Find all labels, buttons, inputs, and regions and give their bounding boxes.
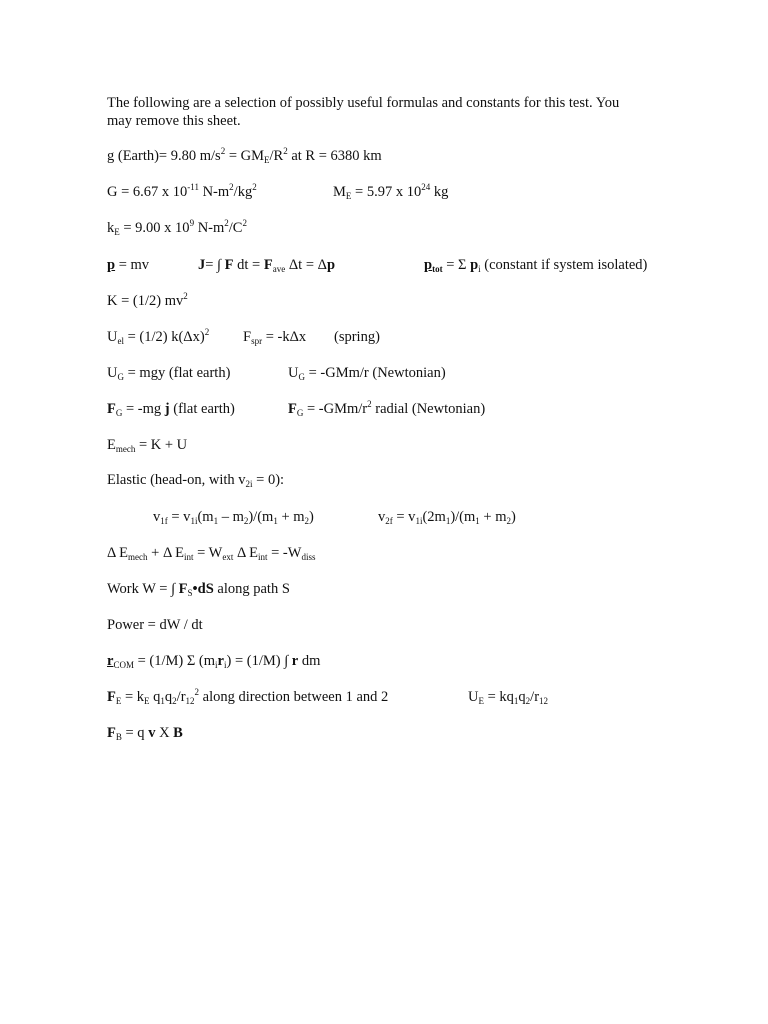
formula-grav-potential-newtonian: $U_G = -GMm/r$ (Newtonian)	[288, 365, 446, 382]
formula-electric-potential: $U_E = kq_1q_2/r_{12}$	[468, 689, 549, 706]
formula-energy-conservation: Δ $E_{mech} + \Delta$ $E_{int} = W_{ext}$ Δ $E_{int} = -W_{diss}$	[107, 545, 316, 562]
formula-gravitational-constant: G = 6.67 x $10^{-11}$ $N-m^2/kg^2$	[107, 182, 257, 200]
formula-impulse: J= ∫ F dt = $F_{ave}$ Δt = Δp	[198, 257, 336, 274]
formula-kinetic-energy: K = (1/2) $mv^2$	[107, 291, 188, 309]
formula-grav-force-flat: $F_G = -mg$ j (flat earth)	[107, 401, 235, 418]
formula-elastic-potential: $U_{el} = (1/2)$ $k(\Delta x)^2$	[107, 327, 210, 346]
formula-v2f: $v_{2f} = v_{1i}(2m_1)/(m_1 + m_2)$	[378, 509, 516, 526]
formula-momentum: p = mv	[107, 257, 150, 273]
formula-power: Power = dW / dt	[107, 617, 203, 633]
formula-mechanical-energy: $E_{mech} = K + U$	[107, 437, 188, 454]
formula-earth-mass: $M_E = 5.97$ x $10^{24}$ kg	[333, 182, 449, 201]
intro-line-1: The following are a selection of possibly useful formulas and constants for this test. You	[107, 95, 620, 111]
elastic-collision-heading: Elastic (head-on, with $v_{2i} = 0$):	[107, 472, 285, 489]
formula-total-momentum: $p_{tot} = \Sigma$ $p_i$ (constant if system isolated)	[424, 257, 648, 274]
formula-coulomb-constant: $k_E = 9.00$ x $10^9$ $N-m^2/C^2$	[107, 218, 247, 237]
formula-work: Work W = ∫ $F_S•dS$ along path S	[107, 581, 290, 598]
formula-center-of-mass: $r_{COM} = (1/M)$ Σ $(m_ir_i) = (1/M)$ ∫ r dm	[107, 653, 321, 670]
formula-grav-force-newtonian: $F_G = -GMm/r^2$ radial (Newtonian)	[288, 399, 486, 418]
formula-spring-force: $F_{spr} = -k\Delta x$	[243, 329, 307, 346]
intro-line-2: may remove this sheet.	[107, 113, 241, 129]
formula-gravity-accel: g (Earth)= 9.80 $m/s^2 = GM_E/R^2$ at R = 6380 km	[107, 146, 382, 165]
formula-coulomb-force: $F_E = k_E$ $q_1q_2/r_{12}^2$ along direction between 1 and 2	[107, 687, 389, 706]
spring-note: (spring)	[334, 329, 380, 345]
formula-grav-potential-flat: $U_G$ = mgy (flat earth)	[107, 365, 231, 382]
formula-magnetic-force: $F_B = q$ v X B	[107, 725, 183, 742]
formula-v1f: $v_{1f} = v_{1i}(m_1 - m_2)/(m_1 + m_2)$	[153, 509, 314, 526]
